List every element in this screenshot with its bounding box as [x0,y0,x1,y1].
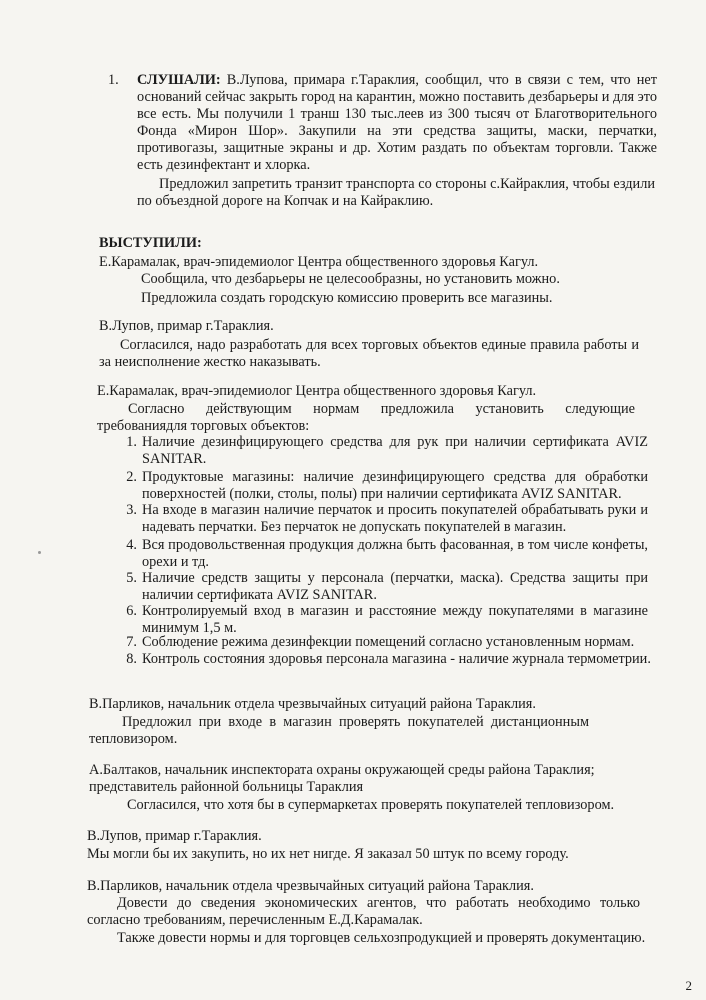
speaker3-intro: Согласно действующим нормам предложила установить следующие требованиядля торговых объектов: [97,401,635,434]
speaker5-text: Согласился, что хотя бы в супермаркетах проверять покупателей тепловизором. [127,797,615,813]
spoke-label: ВЫСТУПИЛИ: [99,235,202,251]
list-item-number: 6. [126,603,137,619]
speaker6-name: В.Лупов, примар г.Тараклия. [87,828,262,844]
speaker7-text1: Довести до сведения экономических агентов, что работать необходимо только согласно требованиям, перечисленным Е.Д.Карамалак. [87,895,640,928]
list-item: Контролируемый вход в магазин и расстояние между покупателями в магазине минимум 1,5 м. [142,603,648,636]
list-item-number: 1. [126,434,137,450]
heard-text: В.Лупова, примара г.Тараклия, сообщил, что в связи с тем, что нет оснований сейчас закрыть город на карантин, можно поставить дезбарьеры и для это все есть. Мы получили 1 транш 130 тыс.леев из 300 тысяч от Благотворительного Фонда «Мирон Шор». Закупили на эти средства защиты, маски, перчатки, противогазы, защитные экраны и др. Хотим раздать по объектам торговли. Также есть дезинфектант и хлорка. [137,72,657,173]
heard-paragraph [137,72,657,174]
speaker5-name1: А.Балтаков, начальник инспектората охраны окружающей среды района Тараклия; [89,762,595,778]
speaker7-name: В.Парликов, начальник отдела чрезвычайных ситуаций района Тараклия. [87,878,534,894]
item-number: 1. [108,72,119,88]
heard-label: СЛУШАЛИ: [137,72,221,88]
list-item: Контроль состояния здоровья персонала магазина - наличие журнала термометрии. [142,651,651,667]
page-number: 2 [685,978,692,993]
speaker2-name: В.Лупов, примар г.Тараклия. [99,318,274,334]
list-item-number: 3. [126,502,137,518]
list-item: Продуктовые магазины: наличие дезинфицирующего средства для обработки поверхностей (полки, столы, полы) при наличии сертификата AVIZ SANITAR. [142,469,648,502]
list-item-number: 2. [126,469,137,485]
speaker1-line1: Сообщила, что дезбарьеры не целесообразны, но установить можно. [141,271,560,287]
list-item: Соблюдение режима дезинфекции помещений согласно установленным нормам. [142,634,635,650]
speaker4-name: В.Парликов, начальник отдела чрезвычайных ситуаций района Тараклия. [89,696,536,712]
speaker2-text: Согласился, надо разработать для всех торговых объектов единые правила работы и за неисполнение жестко наказывать. [99,337,639,370]
speaker4-text: Предложил при входе в магазин проверять покупателей дистанционным тепловизором. [89,714,589,747]
list-item: На входе в магазин наличие перчаток и просить покупателей обрабатывать руки и надевать перчатки. Без перчаток не допускать покупателей в магазин. [142,502,648,535]
list-item-number: 4. [126,537,137,553]
list-item: Вся продовольственная продукция должна быть фасованная, в том числе конфеты, орехи и тд. [142,537,648,570]
list-item: Наличие средств защиты у персонала (перчатки, маска). Средства защиты при наличии сертификата AVIZ SANITAR. [142,570,648,603]
speaker6-text: Мы могли бы их закупить, но их нет нигде. Я заказал 50 штук по всему городу. [87,846,569,862]
speaker1-line2: Предложила создать городскую комиссию проверить все магазины. [141,290,553,306]
list-item-number: 7. [126,634,137,650]
speaker3-name: Е.Карамалак, врач-эпидемиолог Центра общественного здоровья Кагул. [97,383,537,399]
list-item-number: 8. [126,651,137,667]
list-item-number: 5. [126,570,137,586]
list-item: Наличие дезинфицирующего средства для рук при наличии сертификата AVIZ SANITAR. [142,434,648,467]
speaker5-name2: представитель районной больницы Тараклия [89,779,364,795]
heard-proposal: Предложил запретить транзит транспорта со стороны с.Кайраклия, чтобы ездили по объездной дороге на Копчак и на Кайраклию. [137,176,655,209]
scan-speck [38,551,41,554]
speaker1-name: Е.Карамалак, врач-эпидемиолог Центра общественного здоровья Кагул. [99,254,539,270]
speaker7-text2: Также довести нормы и для торговцев сельхозпродукцией и проверять документацию. [117,930,646,946]
